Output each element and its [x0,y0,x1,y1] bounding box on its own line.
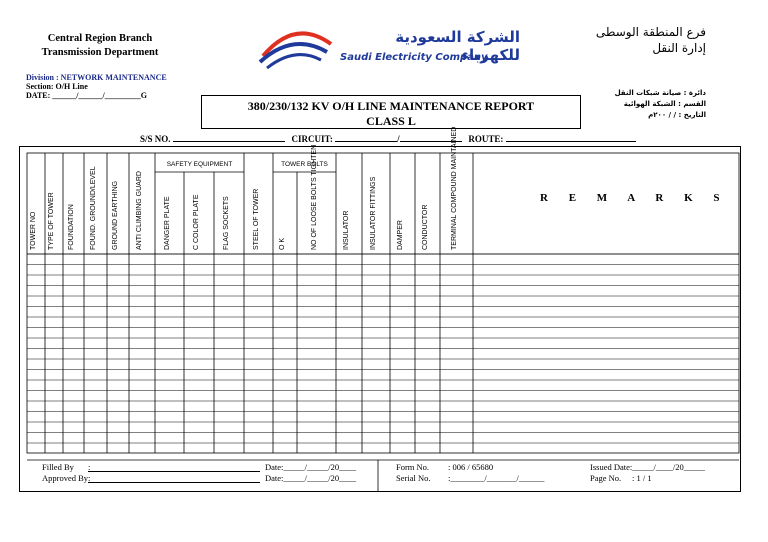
circuit-slash: / [397,134,400,144]
report-class: CLASS L [366,114,416,128]
column-header: STEEL OF TOWER [252,188,260,250]
approved-by-field[interactable] [88,473,260,483]
page-no-value: : 1 / 1 [632,473,652,483]
division-label: Division : NETWORK MAINTENANCE [26,73,167,82]
arabic-department: إدارة النقل [652,41,706,55]
column-header: FOUNDATION [67,204,75,250]
form-no-value: : 006 / 65680 [448,462,494,472]
form-no-label: Form No. [396,462,430,472]
column-header: NO OF LOOSE BOLTS TIGHTEN [310,144,318,250]
column-header: C COLOR PLATE [193,194,200,250]
filled-date[interactable]: Date:_____/_____/20____ [265,462,357,472]
approved-by-label: Approved By: [42,473,91,483]
ss-no-label: S/S NO. [140,134,171,144]
column-header: INSULATOR FITTINGS [370,176,377,250]
column-header: GROUND EARTHING [112,180,119,250]
approved-date[interactable]: Date:_____/_____/20____ [265,473,357,483]
arabic-branch: فرع المنطقة الوسطى [595,25,706,39]
serial-no-value[interactable]: :________/_______/______ [448,473,545,483]
page-no-label: Page No. [590,473,622,483]
route-label: ROUTE: [468,134,504,144]
issued-date[interactable]: Issued Date:_____/____/20_____ [590,462,705,472]
remarks-header: R E M A R K S [540,192,729,204]
report-title: 380/230/132 KV O/H LINE MAINTENANCE REPORT [247,99,535,113]
column-header: INSULATOR [343,210,350,250]
filled-by-field[interactable] [88,462,260,472]
column-header: FOUND. GROUND/LEVEL [89,166,97,250]
column-header: ANTI CLIMBING GUARD [136,171,143,250]
filled-by-label: Filled By [42,462,74,472]
serial-no-label: Serial No. [396,473,431,483]
column-header: DANGER PLATE [163,196,171,250]
circuit-label: CIRCUIT: [291,134,333,144]
section-label: Section: O/H Line [26,82,88,91]
tower-bolts-header: TOWER BOLTS [281,161,328,168]
column-header: TOWER NO [30,211,37,250]
column-header: TYPE OF TOWER [48,192,55,250]
column-header: DAMPER [396,220,404,250]
safety-equipment-header: SAFETY EQUIPMENT [166,161,233,168]
date-label: DATE: ______/______/_________G [26,91,147,100]
department-name: Transmission Department [41,47,159,58]
logo-arabic-text: الشركة السعودية للكهرباء [395,28,520,64]
arabic-section: القسم : الشبكة الهوائية [623,100,706,108]
column-header: O K [279,237,286,250]
column-header: FLAG SOCKETS [223,196,230,250]
filled-by-colon: : [88,462,91,472]
column-header: CONDUCTOR [421,204,429,250]
column-header: TERMINAL COMPOUND MAINTAINED [450,126,458,250]
branch-name: Central Region Branch [47,33,153,44]
logo-english-text: Saudi Electricity Company [340,52,488,63]
arabic-date: التاريخ : / / ٢٠٠م [648,111,706,119]
arabic-division: دائرة : صيانة شبكات النقل [614,89,706,97]
